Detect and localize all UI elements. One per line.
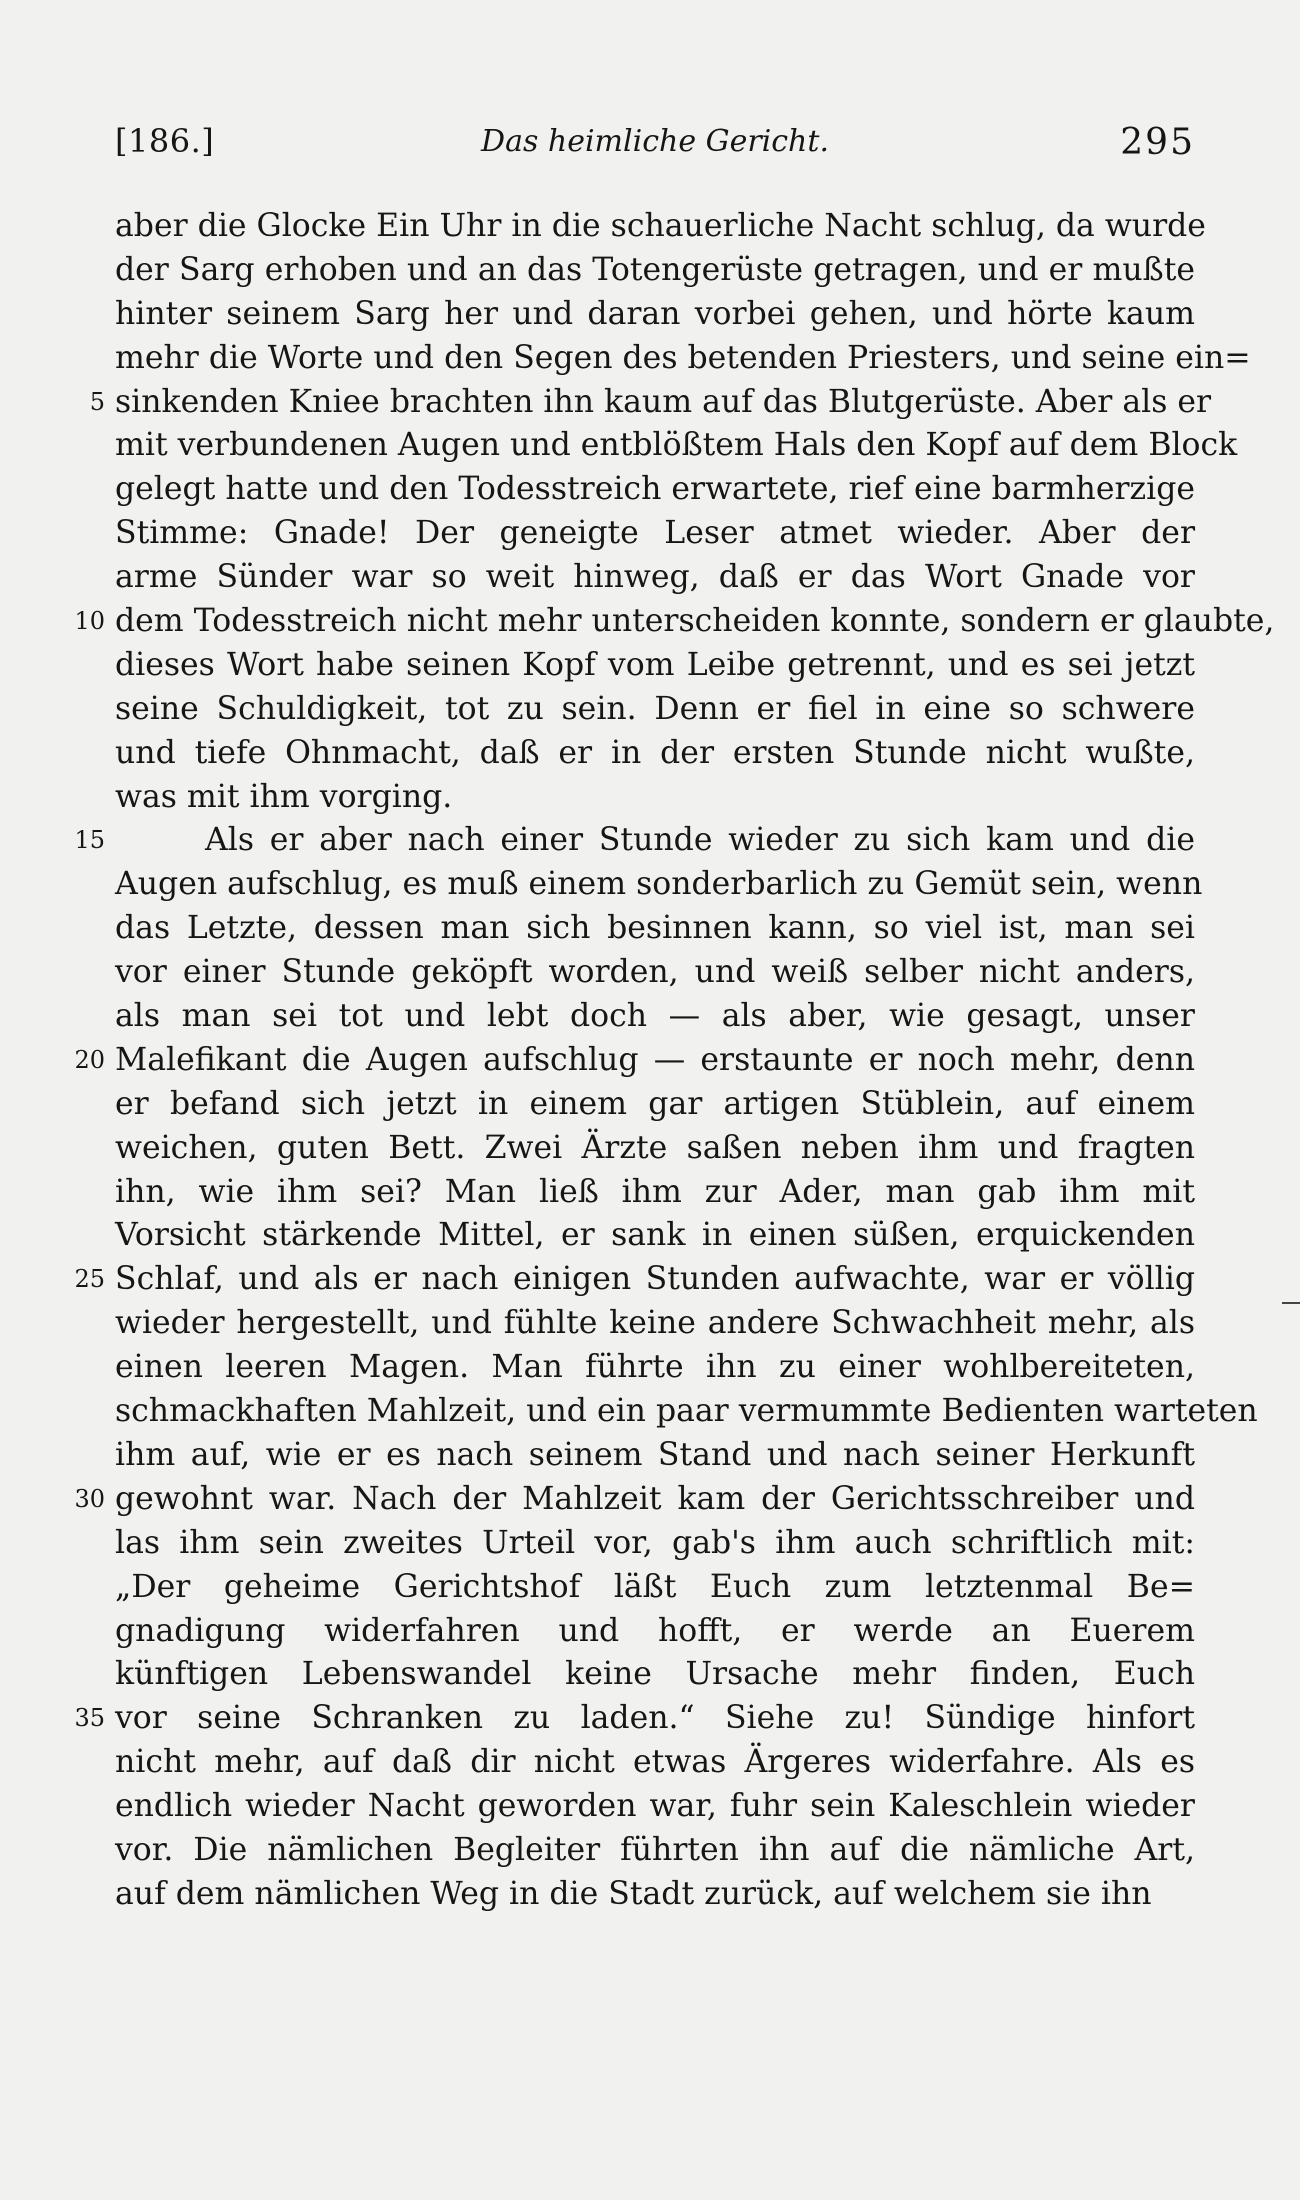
running-header — [115, 122, 1195, 172]
line-number: 10 — [74, 607, 105, 636]
text-line — [115, 951, 1195, 995]
line-text: der Sarg erhoben und an das Totengerüste getragen, und er mußte — [115, 251, 1195, 288]
line-text: hinter seinem Sarg her und daran vorbei gehen, und hörte kaum — [115, 295, 1195, 332]
line-text: künftigen Lebenswandel keine Ursache mehr finden, Euch — [115, 1656, 1195, 1693]
text-line — [115, 424, 1238, 468]
line-text: vor seine Schranken zu laden.“ Siehe zu! Sündige hinfort — [115, 1700, 1195, 1737]
text-line — [115, 1785, 1195, 1829]
text-line — [115, 556, 1195, 600]
line-text: schmackhaften Mahlzeit, und ein paar vermummte Bedienten warteten — [115, 1393, 1258, 1430]
line-number: 35 — [74, 1704, 105, 1733]
line-text: auf dem nämlichen Weg in die Stadt zurück, auf welchem sie ihn — [115, 1875, 1152, 1912]
line-text: mehr die Worte und den Segen des betenden Priesters, und seine ein= — [115, 339, 1251, 376]
line-text: Stimme: Gnade! Der geneigte Leser atmet wieder. Aber der — [115, 515, 1195, 552]
line-text: endlich wieder Nacht geworden war, fuhr sein Kaleschlein wieder — [115, 1788, 1195, 1825]
page-number: 295 — [1120, 122, 1195, 163]
line-text: als man sei tot und lebt doch — als aber, wie gesagt, unser — [115, 998, 1195, 1035]
text-line — [115, 863, 1203, 907]
text-line — [115, 205, 1206, 249]
line-text: dem Todesstreich nicht mehr unterscheiden konnte, sondern er glaubte, — [115, 603, 1275, 640]
text-line — [115, 512, 1195, 556]
running-title: Das heimliche Gericht. — [481, 124, 829, 159]
line-text: aber die Glocke Ein Uhr in die schauerliche Nacht schlug, da wurde — [115, 208, 1206, 244]
line-text: seine Schuldigkeit, tot zu sein. Denn er fiel in eine so schwere — [115, 690, 1195, 727]
line-text: dieses Wort habe seinen Kopf vom Leibe getrennt, und es sei jetzt — [115, 646, 1195, 683]
line-text: ihn, wie ihm sei? Man ließ ihm zur Ader, man gab ihm mit — [115, 1173, 1195, 1210]
text-line — [115, 1522, 1195, 1566]
margin-mark — [1282, 1302, 1300, 1304]
line-text: Augen aufschlug, es muß einem sonderbarlich zu Gemüt sein, wenn — [115, 866, 1203, 903]
line-text: nicht mehr, auf daß dir nicht etwas Ärgeres widerfahre. Als es — [115, 1744, 1195, 1781]
text-line — [115, 776, 1195, 820]
line-text: Vorsicht stärkende Mittel, er sank in einen süßen, erquickenden — [115, 1217, 1195, 1254]
line-text: arme Sünder war so weit hinweg, daß er das Wort Gnade vor — [115, 559, 1195, 596]
line-text: Als er aber nach einer Stunde wieder zu sich kam und die — [205, 822, 1195, 859]
page-body-text — [74, 205, 1275, 1917]
text-line — [115, 644, 1195, 688]
text-line — [115, 1829, 1195, 1873]
text-line — [115, 1873, 1195, 1917]
line-text: wieder hergestellt, und fühlte keine andere Schwachheit mehr, als — [115, 1305, 1195, 1342]
line-text: sinkenden Kniee brachten ihn kaum auf das Blutgerüste. Aber als er — [115, 383, 1212, 420]
line-text: Schlaf, und als er nach einigen Stunden aufwachte, war er völlig — [115, 1261, 1195, 1298]
line-text: las ihm sein zweites Urteil vor, gab's ihm auch schriftlich mit: — [115, 1524, 1195, 1561]
text-line — [115, 249, 1195, 293]
text-line — [74, 1039, 1195, 1083]
text-line — [115, 1127, 1195, 1171]
text-line — [115, 732, 1195, 776]
text-line — [115, 293, 1195, 337]
text-line — [115, 1346, 1195, 1390]
text-line — [115, 1302, 1195, 1346]
line-text: was mit ihm vorging. — [115, 778, 453, 815]
line-number: 30 — [74, 1484, 105, 1513]
text-line — [115, 468, 1195, 512]
line-text: gewohnt war. Nach der Mahlzeit kam der Gerichtsschreiber und — [115, 1480, 1195, 1517]
text-line — [115, 1741, 1195, 1785]
line-text: ihm auf, wie er es nach seinem Stand und nach seiner Herkunft — [115, 1436, 1195, 1473]
line-text: gnadigung widerfahren und hofft, er werde an Euerem — [115, 1612, 1195, 1649]
line-text: mit verbundenen Augen und entblößtem Hals den Kopf auf dem Block — [115, 427, 1238, 464]
text-line — [115, 1653, 1195, 1697]
text-line — [115, 1434, 1195, 1478]
line-number: 20 — [74, 1045, 105, 1074]
line-text: Malefikant die Augen aufschlug — erstaunte er noch mehr, denn — [115, 1041, 1195, 1078]
text-line — [115, 1214, 1195, 1258]
line-number: 25 — [74, 1265, 105, 1294]
text-line — [74, 600, 1275, 644]
line-number: 5 — [89, 387, 105, 416]
line-text: „Der geheime Gerichtshof läßt Euch zum letztenmal Be= — [115, 1568, 1195, 1605]
text-line — [115, 337, 1251, 381]
line-text: vor. Die nämlichen Begleiter führten ihn auf die nämliche Art, — [115, 1831, 1195, 1868]
text-line — [89, 381, 1212, 425]
text-line — [115, 995, 1195, 1039]
line-text: weichen, guten Bett. Zwei Ärzte saßen neben ihm und fragten — [115, 1129, 1195, 1166]
text-line — [74, 1258, 1195, 1302]
text-line — [115, 907, 1195, 951]
text-line — [74, 819, 1195, 863]
line-number: 15 — [74, 826, 105, 855]
line-text: gelegt hatte und den Todesstreich erwartete, rief eine barmherzige — [115, 471, 1195, 508]
line-text: das Letzte, dessen man sich besinnen kann, so viel ist, man sei — [115, 910, 1195, 947]
text-line — [115, 1390, 1258, 1434]
line-text: einen leeren Magen. Man führte ihn zu einer wohlbereiteten, — [115, 1349, 1195, 1386]
line-text: und tiefe Ohnmacht, daß er in der ersten Stunde nicht wußte, — [115, 734, 1195, 771]
text-line — [115, 1610, 1195, 1654]
line-text: er befand sich jetzt in einem gar artigen Stüblein, auf einem — [115, 1085, 1195, 1122]
text-line — [115, 1171, 1195, 1215]
text-line — [115, 688, 1195, 732]
header-bracket-number: [186.] — [115, 122, 215, 160]
text-line — [74, 1478, 1195, 1522]
text-line — [115, 1083, 1195, 1127]
text-line — [74, 1697, 1195, 1741]
line-text: vor einer Stunde geköpft worden, und weiß selber nicht anders, — [115, 954, 1195, 991]
text-line — [115, 1566, 1195, 1610]
